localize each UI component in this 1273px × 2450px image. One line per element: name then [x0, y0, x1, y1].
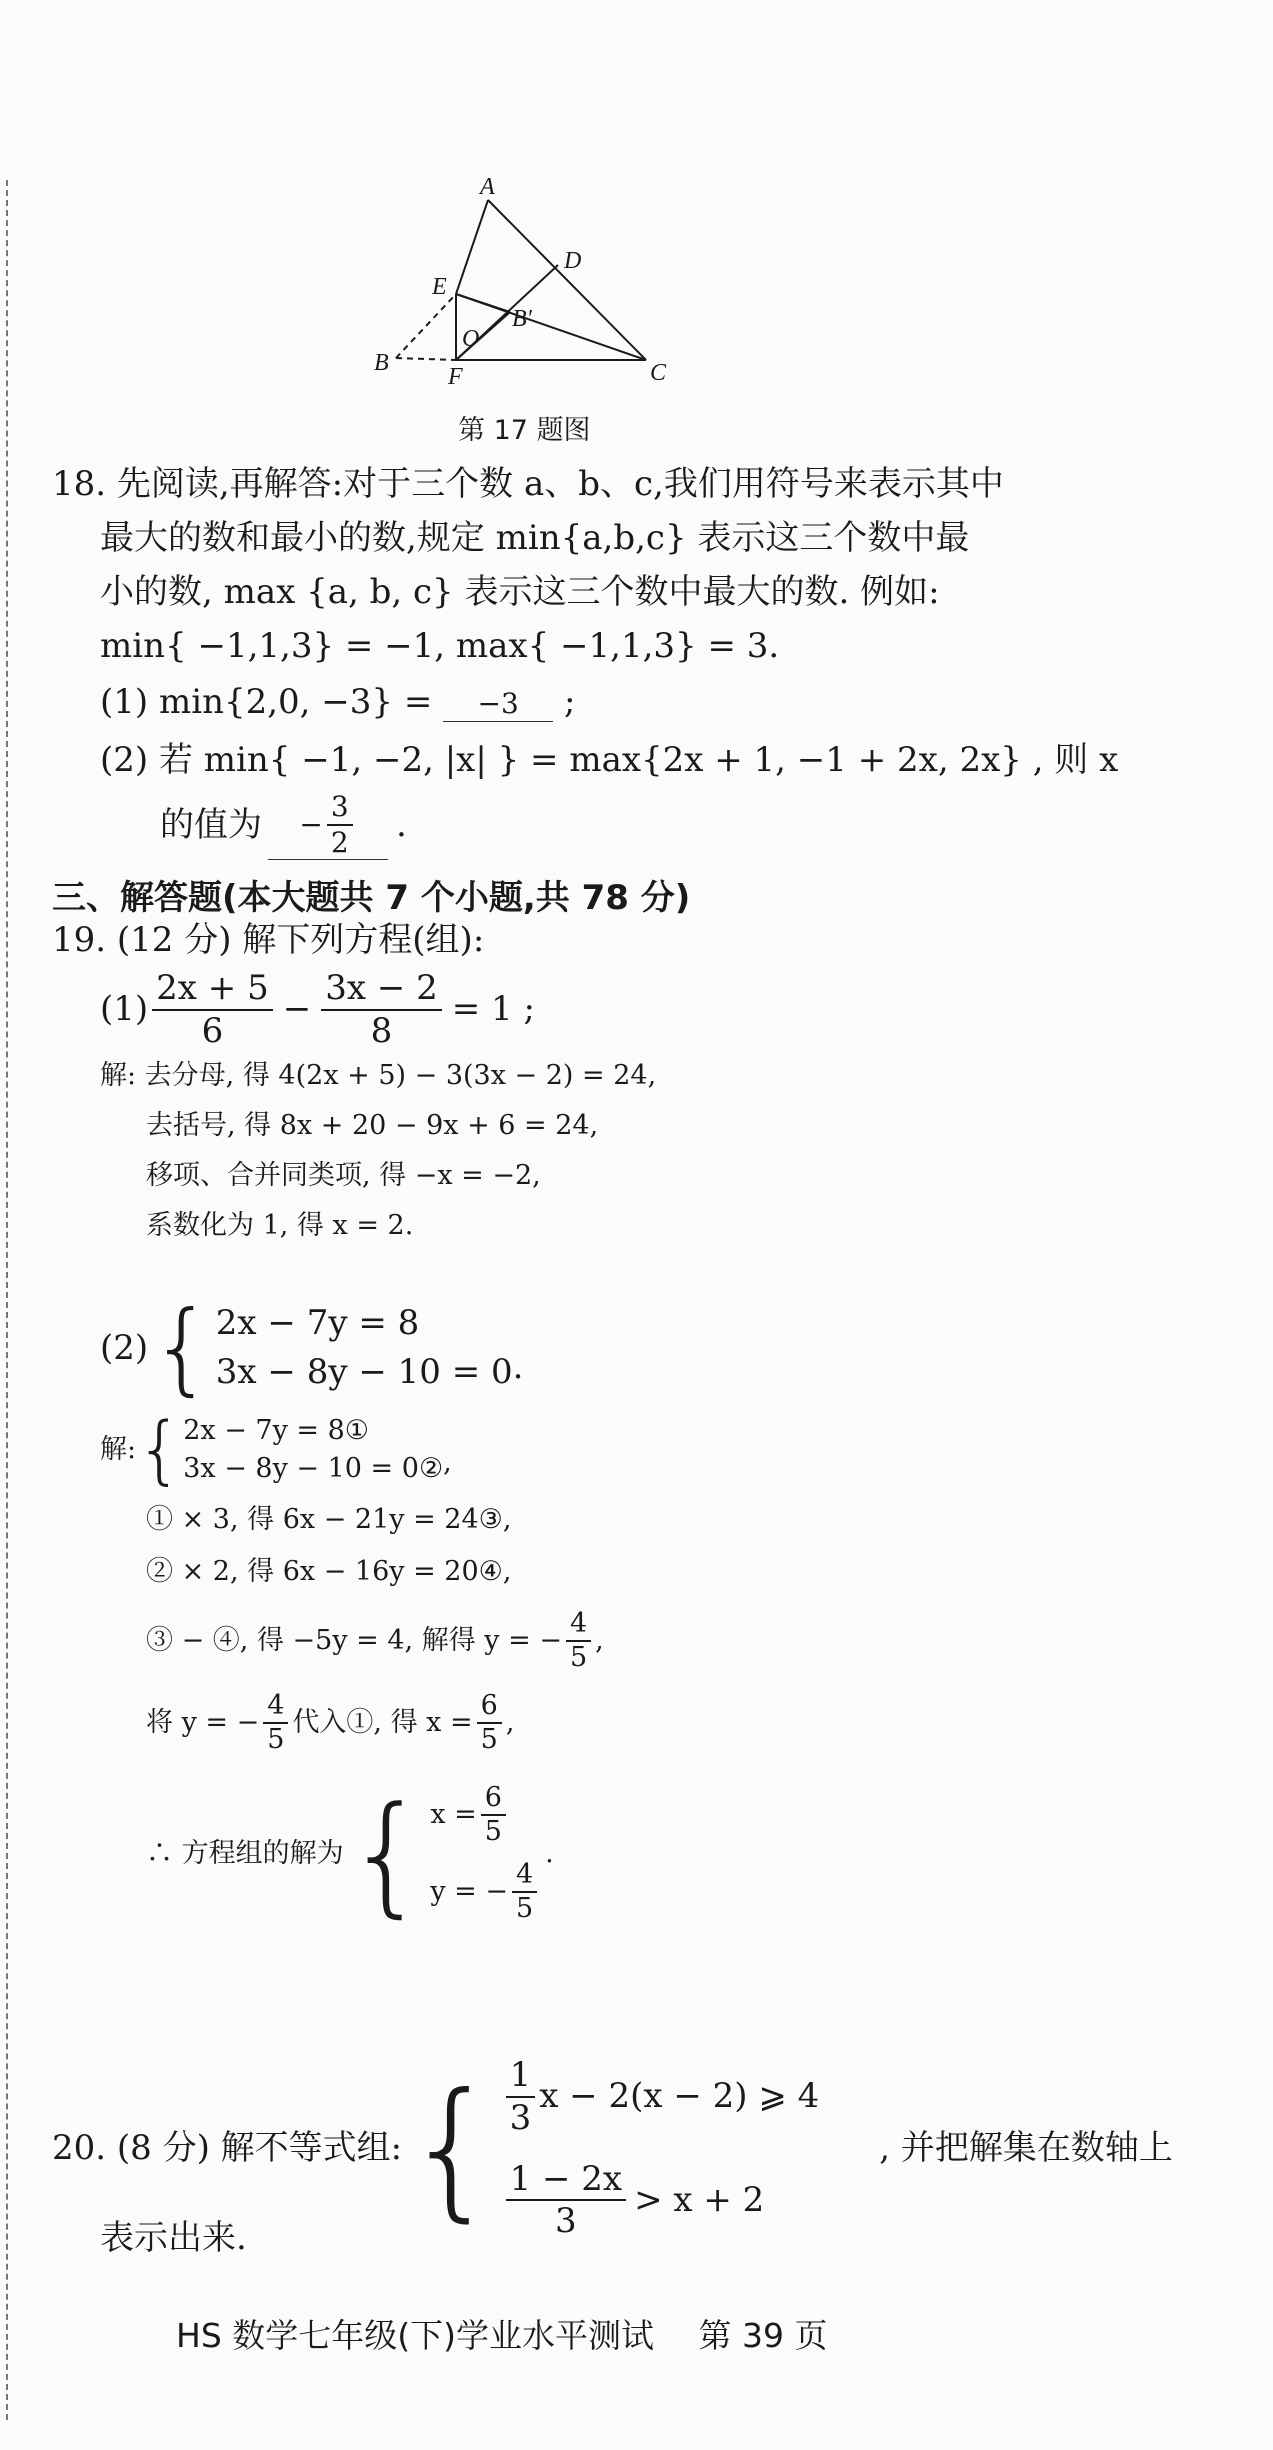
- q19-part2-eq1: 2x − 7y = 8: [215, 1302, 420, 1343]
- q19-part2-brace: {: [150, 1289, 214, 1406]
- q18-part2-answer-fraction: [327, 790, 353, 859]
- q19-sol2-line3-num: 4: [566, 1608, 591, 1642]
- q19-sol2-line1: ① × 3, 得 6x − 21y = 24③,: [146, 1504, 512, 1535]
- label-o: O: [462, 326, 480, 352]
- q19-sol2-label: 解:: [100, 1433, 137, 1465]
- q19-sol2-equations: [183, 1412, 443, 1488]
- q18-part2-answer-num: 3: [327, 790, 353, 826]
- label-a: A: [480, 174, 495, 200]
- q19-part2-equations: [216, 1299, 513, 1398]
- q19-sol2-line3-prefix: ③ − ④, 得 −5y = 4, 解得 y = −: [146, 1625, 562, 1657]
- q19-part2-end: .: [512, 1347, 524, 1388]
- q19-sol1-line3: 移项、合并同类项, 得 −x = −2,: [146, 1160, 541, 1191]
- q19-part1-den2: 8: [370, 1010, 393, 1051]
- footer-page-number: 第 39 页: [698, 2316, 828, 2355]
- q19-sol2-line5-x-frac: [481, 1782, 506, 1849]
- q19-sol2-eq1: 2x − 7y = 8①: [183, 1415, 369, 1446]
- q19-sol2-line5-prefix: ∴ 方程组的解为: [146, 1837, 344, 1869]
- q19-part1-frac2: [321, 968, 442, 1052]
- q20-ineq1-num: 1: [506, 2055, 536, 2098]
- label-f: F: [448, 364, 463, 390]
- q19-sol2-line5-brace: {: [345, 1777, 429, 1930]
- segment-ac: [488, 200, 646, 360]
- q20-block: [52, 2055, 1173, 2242]
- q20-ineq2: [502, 2159, 820, 2243]
- q19-part1-rhs: = 1 ;: [451, 989, 535, 1030]
- segment-eb-prime: [456, 294, 510, 312]
- q19-sol2-line3-frac: [566, 1608, 591, 1675]
- segment-be-dashed: [396, 294, 456, 358]
- q19-sol2-line5-values: [430, 1782, 541, 1926]
- q19-part1-num2: 3x − 2: [321, 968, 442, 1011]
- q19-sol2-line5-x-row: [430, 1782, 541, 1849]
- q18-part1-suffix: ;: [553, 682, 576, 722]
- q18-part2-line: (2) 若 min{ −1, −2, |x| } = max{2x + 1, −1 + 2x, 2x} , 则 x: [100, 740, 1119, 780]
- q20-inequalities: [502, 2055, 820, 2242]
- q19-sol2-line5-y-frac: [512, 1859, 537, 1926]
- q18-part2-answer-row: [160, 790, 407, 860]
- binding-margin-dashed-line: [6, 180, 8, 2420]
- q19-part1-den1: 6: [201, 1010, 224, 1051]
- q18-part2-answer: [268, 790, 388, 860]
- q19-part2-system: [100, 1289, 524, 1406]
- q20-brace: {: [404, 2061, 500, 2236]
- q20-ineq1: [502, 2055, 820, 2139]
- q19-sol1-line4: 系数化为 1, 得 x = 2.: [146, 1210, 414, 1241]
- q19-sol1-line1: 解: 去分母, 得 4(2x + 5) − 3(3x − 2) = 24,: [100, 1060, 657, 1091]
- q19-sol2-line5-x-num: 6: [481, 1782, 506, 1816]
- q19-sol2-line5-y: y = −: [430, 1875, 508, 1907]
- label-e: E: [432, 274, 447, 300]
- q19-sol2-system: [100, 1406, 452, 1493]
- q19-sol1-line2: 去括号, 得 8x + 20 − 9x + 6 = 24,: [146, 1110, 599, 1141]
- q19-sol2-line4: [146, 1690, 514, 1757]
- q19-sol2-line5-x: x =: [430, 1799, 477, 1831]
- q19-sol2-line4-prefix: 将 y = −: [146, 1707, 260, 1739]
- q19-sol2-comma: ,: [443, 1447, 452, 1479]
- q19-part1-equation: [100, 968, 535, 1052]
- q19-sol2-line2: ② × 2, 得 6x − 16y = 20④,: [146, 1556, 512, 1587]
- q19-sol2-brace: {: [136, 1406, 184, 1493]
- q20-suffix: , 并把解集在数轴上: [879, 2128, 1173, 2169]
- q20-ineq2-den: 3: [555, 2201, 577, 2242]
- q18-part1-answer: −3: [443, 687, 553, 722]
- q18-part2-prefix: 的值为: [160, 804, 262, 845]
- q19-part2-eq2: 3x − 8y − 10 = 0: [215, 1352, 513, 1392]
- q19-sol2-line4-den1: 5: [267, 1724, 285, 1756]
- q18-line4: min{ −1,1,3} = −1, max{ −1,1,3} = 3.: [100, 626, 780, 666]
- q19-sol2-eq2: 3x − 8y − 10 = 0②: [183, 1452, 444, 1484]
- q20-ineq2-rest: > x + 2: [634, 2179, 765, 2220]
- q19-sol2-line4-mid: 代入①, 得 x =: [292, 1707, 473, 1739]
- q19-sol2-line4-num2: 6: [477, 1690, 502, 1724]
- q19-part1-minus: −: [282, 989, 312, 1030]
- q18-part2-answer-sign: −: [299, 807, 323, 841]
- q19-part1-label: (1): [100, 989, 149, 1030]
- q19-sol2-line5-x-den: 5: [484, 1816, 502, 1848]
- q19-part2-label: (2): [100, 1327, 149, 1368]
- q20-ineq1-frac: [506, 2055, 536, 2139]
- q19-sol2-line4-frac1: [263, 1690, 288, 1757]
- q20-line2: 表示出来.: [100, 2218, 247, 2258]
- q19-sol2-line3-den: 5: [569, 1642, 588, 1674]
- label-c: C: [650, 360, 667, 386]
- q18-part1-question: (1) min{2,0, −3} =: [100, 682, 444, 722]
- q18-part2-answer-den: 2: [330, 825, 349, 859]
- q18-part2-suffix: .: [396, 804, 407, 845]
- q18-line3: 小的数, max {a, b, c} 表示这三个数中最大的数. 例如:: [100, 572, 940, 612]
- q19-title: 19. (12 分) 解下列方程(组):: [52, 920, 485, 960]
- q19-part1-frac1: [152, 968, 273, 1052]
- q20-ineq2-num: 1 − 2x: [506, 2159, 627, 2202]
- segment-ab: [456, 200, 488, 294]
- q19-sol2-line4-den2: 5: [480, 1724, 498, 1756]
- label-b-prime: B′: [512, 306, 532, 332]
- segment-bf-dashed: [396, 358, 456, 360]
- q19-sol2-line4-suffix: ,: [505, 1707, 515, 1739]
- q19-sol2-line5-end: .: [545, 1837, 554, 1869]
- section-3-heading: 三、解答题(本大题共 7 个小题,共 78 分): [52, 878, 691, 918]
- q20-ineq1-rest: x − 2(x − 2) ⩾ 4: [539, 2076, 820, 2117]
- label-d: D: [564, 248, 582, 274]
- q19-sol2-line4-frac2: [477, 1690, 502, 1757]
- q19-sol2-line5: [146, 1777, 554, 1930]
- page-footer: [176, 2310, 828, 2357]
- q20-prefix: 20. (8 分) 解不等式组:: [52, 2128, 403, 2169]
- q19-sol2-line5-y-num: 4: [512, 1859, 537, 1893]
- q20-ineq2-frac: [506, 2159, 627, 2243]
- triangle-figure-17: [360, 170, 690, 400]
- q19-sol2-line3-suffix: ,: [595, 1625, 604, 1657]
- q18-line2: 最大的数和最小的数,规定 min{a,b,c} 表示这三个数中最: [100, 518, 970, 558]
- q19-sol2-line5-y-row: [430, 1859, 541, 1926]
- q20-ineq1-den: 3: [509, 2097, 532, 2138]
- q19-sol2-line3: [146, 1608, 604, 1675]
- footer-title: HS 数学七年级(下)学业水平测试: [176, 2316, 655, 2355]
- q19-sol2-line5-y-den: 5: [515, 1893, 534, 1925]
- q19-part1-num1: 2x + 5: [152, 968, 273, 1011]
- q18-line1: 18. 先阅读,再解答:对于三个数 a、b、c,我们用符号来表示其中: [52, 464, 1004, 504]
- q18-part1: [100, 682, 575, 723]
- q19-sol2-line4-num1: 4: [263, 1690, 288, 1724]
- figure-caption: 第 17 题图: [458, 415, 591, 446]
- label-b: B: [374, 350, 389, 376]
